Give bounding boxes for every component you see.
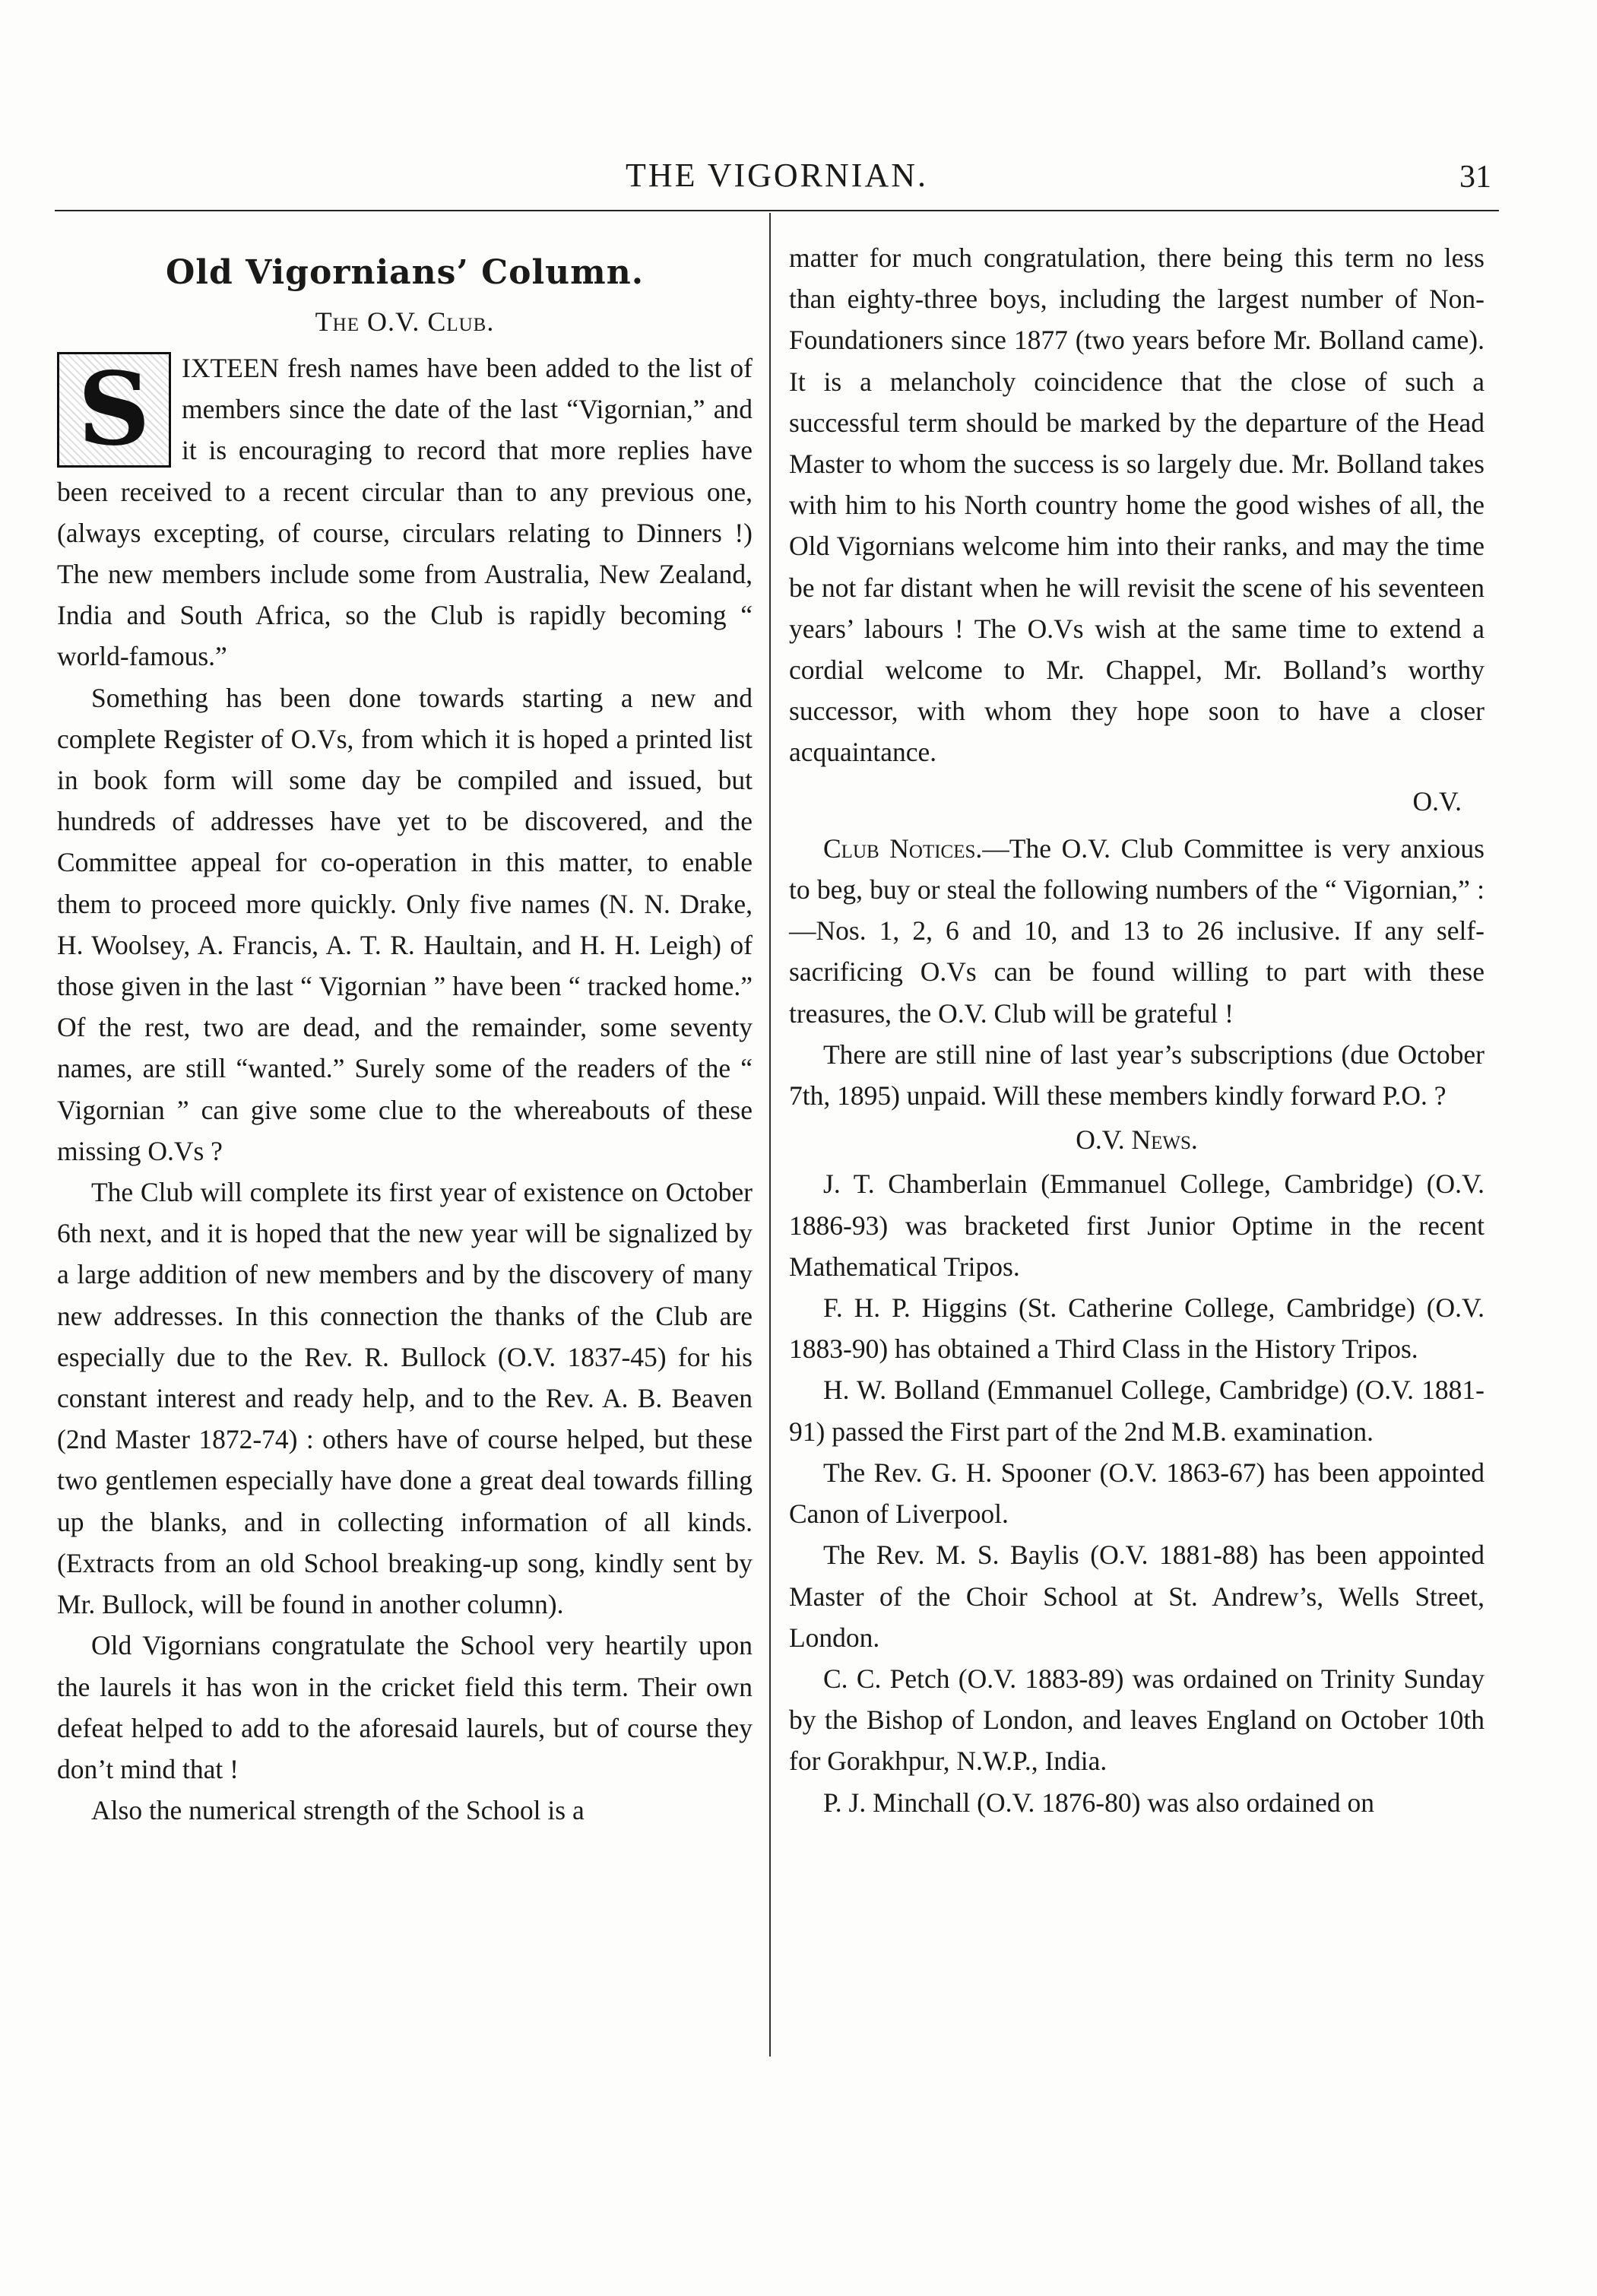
subscriptions-paragraph: There are still nine of last year’s subscriptions (due October 7th, 1895) unpaid. Will these members kindly forward P.O. ? xyxy=(789,1039,1485,1112)
congratulation-paragraph: matter for much congratulation, there being this term no less than eighty-three boys, including the largest number of Non-Foundationers since 1877 (two years before Mr. Bolland came). It is a melancholy coincidence that the close of such a successful term should be marked by the departure of the Head Master to whom the success is so largely due. Mr. Bolland takes with him to his North country home the good wishes of all, the Old Vigornians welcome him into their ranks, and may the time be not far distant when he will revisit the scene of his seventeen years’ labours ! The O.Vs wish at the same time to extend a cordial welcome to Mr. Chappel, Mr. Bolland’s worthy successor, with whom they hope soon to have a closer acquaintance. xyxy=(789,243,1485,768)
running-head xyxy=(55,156,1499,201)
club-notices-label: Club Notices. xyxy=(823,832,983,864)
header-rule xyxy=(55,210,1499,211)
anniversary-paragraph: The Club will complete its first year of existence on October 6th next, and it is hoped that the new year will be signalized by a large addition of new members and by the discovery of many new addresses. In this connection the thanks of the Club are especially due to the Rev. R. Bullock (O.V. 1837-45) for his constant interest and ready help, and to the Rev. A. B. Beaven (2nd Master 1872-74) : others have of course helped, but these two gentlemen especially have done a great deal towards filling up the blanks, and in collecting information of all kinds. (Extracts from an old School breaking-up song, kindly sent by Mr. Bullock, will be found in another column). xyxy=(57,1177,753,1620)
column-title: Old Vigornians’ Column. xyxy=(165,253,645,292)
register-paragraph: Something has been done towards starting a new and complete Register of O.Vs, from which it is hoped a printed list in book form will some day be compiled and issued, but hundreds of addresses have yet to be discovered, and the Committee appeal for co-operation in this matter, to enable them to proceed more quickly. Only five names (N. N. Drake, H. Woolsey, A. Francis, A. T. R. Haultain, and H. H. Leigh) of those given in the last “ Vigornian ” have been “ tracked home.” Of the rest, two are dead, and the remainder, some seventy names, are still “wanted.” Surely some of the readers of the “ Vigornian ” can give some clue to the whereabouts of these missing O.Vs ? xyxy=(57,682,753,1166)
journal-title: THE VIGORNIAN. xyxy=(625,157,929,194)
news-item: J. T. Chamberlain (Emmanuel College, Cambridge) (O.V. 1886-93) was bracketed first Junior Optime in the recent Mathematical Tripos. xyxy=(789,1169,1485,1282)
page-number: 31 xyxy=(1459,160,1491,195)
intro-text: IXTEEN fresh names have been added to the list of members since the date of the last “Vigornian,” and it is encouraging to record that more replies have been received to a recent circular than to any previous one, (always excepting, of course, circulars relating to Dinners !) The new members include some from Australia, New Zealand, India and South Africa, so the Club is rapidly becoming “ world-famous.” xyxy=(57,353,753,672)
news-item: The Rev. G. H. Spooner (O.V. 1863-67) has been appointed Canon of Liverpool. xyxy=(789,1457,1485,1530)
club-subheading: The O.V. Club. xyxy=(315,306,495,337)
news-item: P. J. Minchall (O.V. 1876-80) was also ordained on xyxy=(823,1787,1375,1818)
cricket-paragraph: Old Vigornians congratulate the School very heartily upon the laurels it has won in the cricket field this term. Their own defeat helped to add to the aforesaid laurels, but of course they don’t mind that ! xyxy=(57,1630,753,1784)
news-item: H. W. Bolland (Emmanuel College, Cambridge) (O.V. 1881-91) passed the First part of the 2nd M.B. examination. xyxy=(789,1375,1485,1447)
right-column xyxy=(789,237,1485,1823)
strength-paragraph: Also the numerical strength of the School is a xyxy=(91,1795,585,1826)
news-item: C. C. Petch (O.V. 1883-89) was ordained on Trinity Sunday by the Bishop of London, and leaves England on October 10th for Gorakhpur, N.W.P., India. xyxy=(789,1663,1485,1777)
left-column xyxy=(57,239,753,1831)
column-divider xyxy=(769,213,771,2057)
club-notices-paragraph xyxy=(789,828,1485,1034)
news-heading: O.V. News. xyxy=(1076,1124,1198,1156)
news-item: F. H. P. Higgins (St. Catherine College, Cambridge) (O.V. 1883-90) has obtained a Third Class in the History Tripos. xyxy=(789,1292,1485,1365)
signature: O.V. xyxy=(1412,785,1462,817)
club-notices-text: —The O.V. Club Committee is very anxious to beg, buy or steal the following numbers of the “ Vigornian,” :—Nos. 1, 2, 6 and 10, and 13 to 26 inclusive. If any self-sacrificing O.Vs can be found willing to part with these treasures, the O.V. Club will be grateful ! xyxy=(789,832,1485,1029)
intro-paragraph xyxy=(57,347,753,677)
drop-cap-ornament: S xyxy=(57,352,171,468)
news-item: The Rev. M. S. Baylis (O.V. 1881-88) has been appointed Master of the Choir School at St. Andrew’s, Wells Street, London. xyxy=(789,1540,1485,1653)
